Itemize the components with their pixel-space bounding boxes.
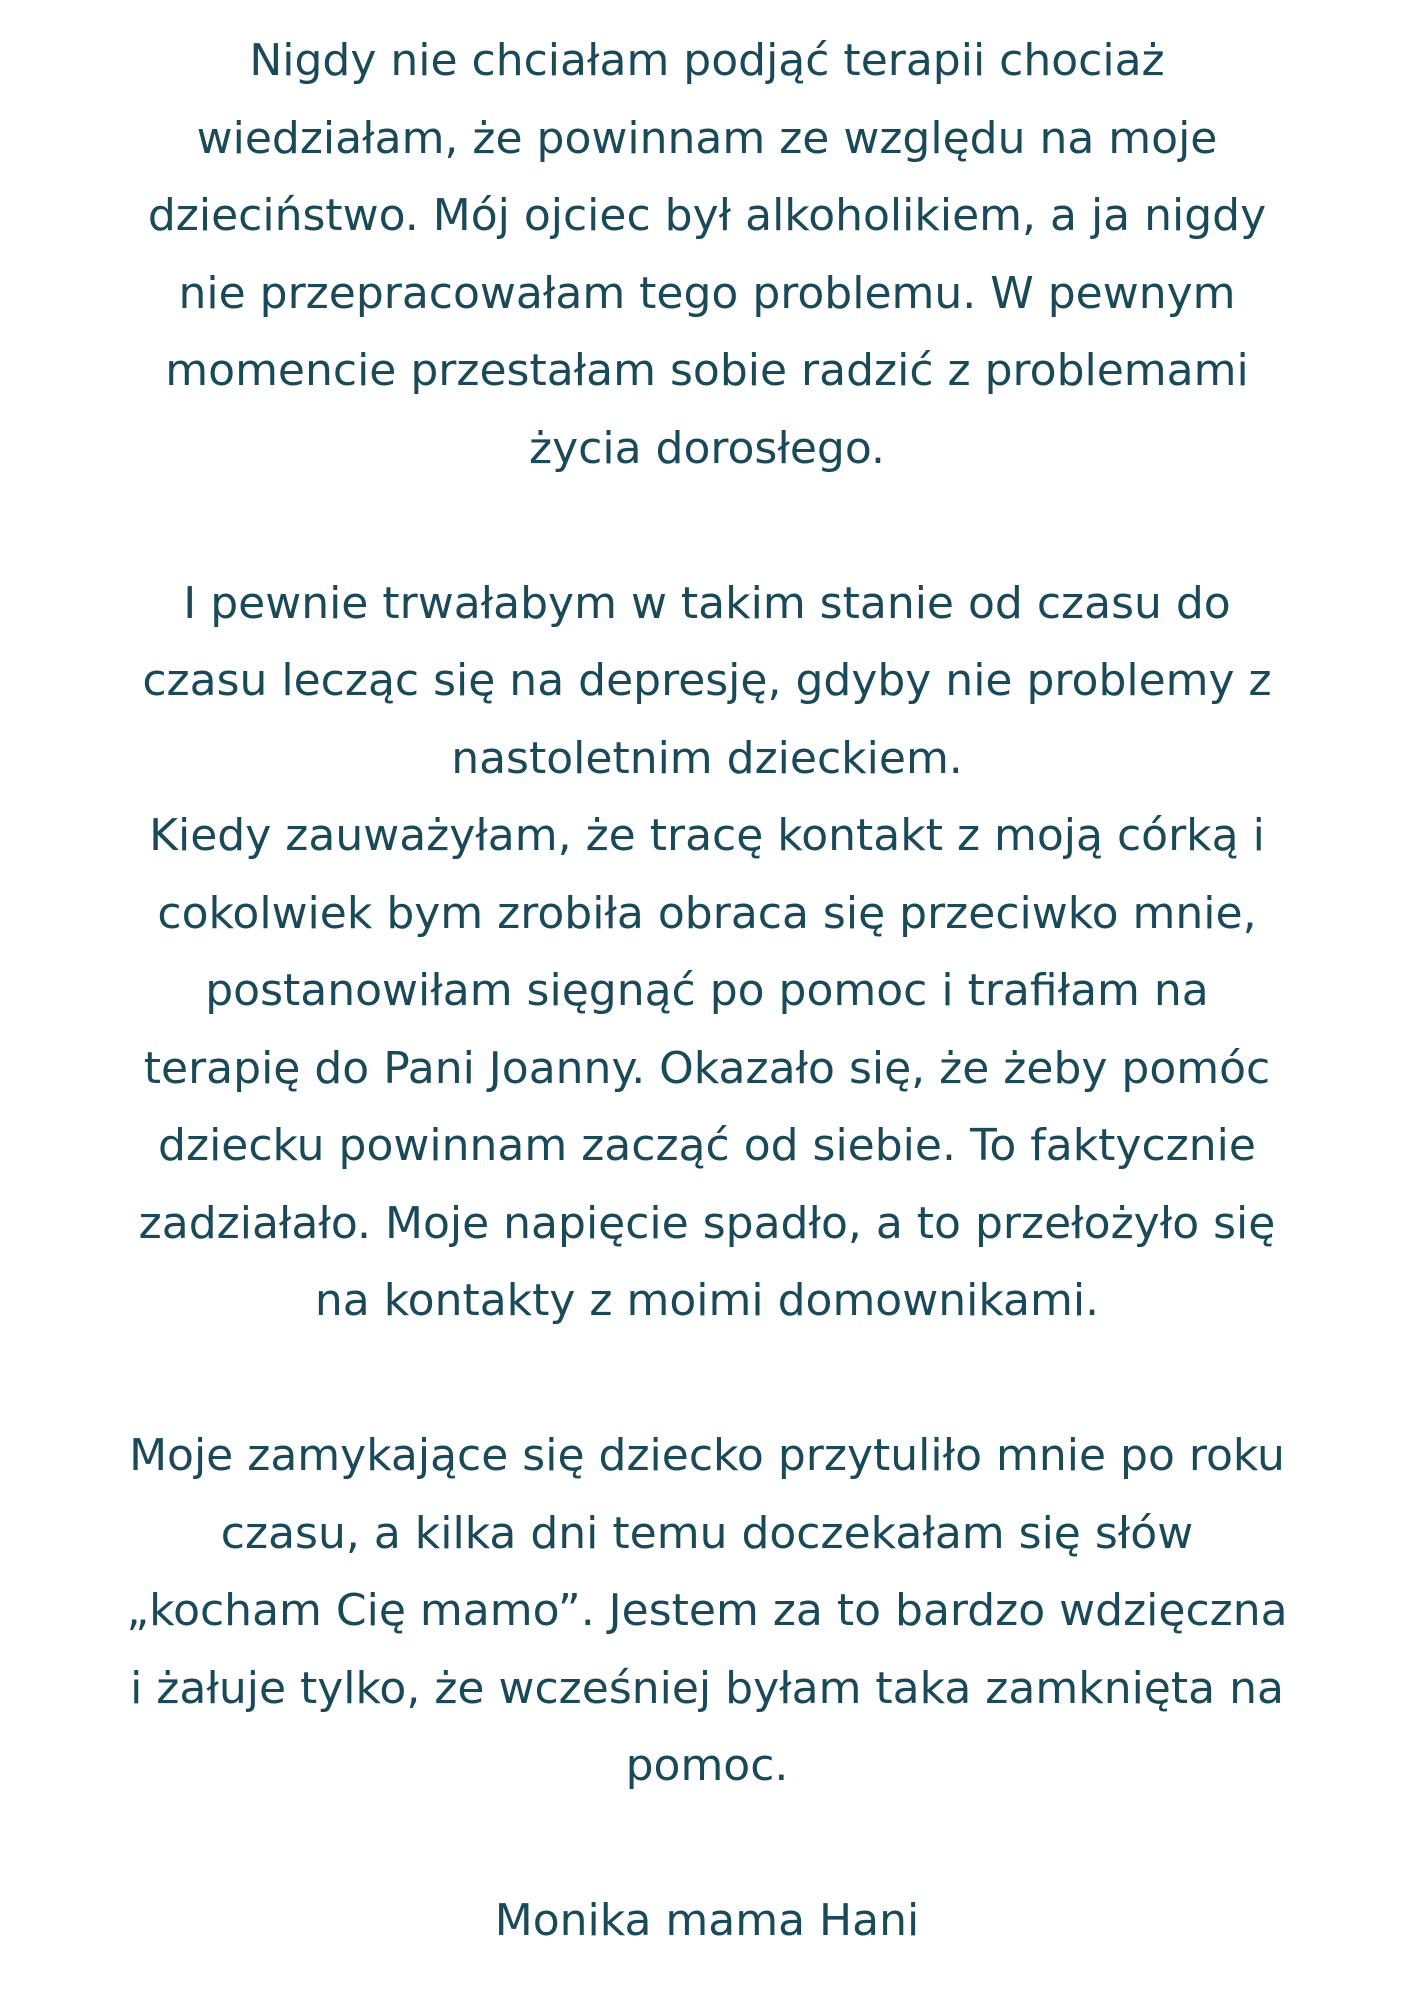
paragraph-therapy <box>40 797 1374 1340</box>
text-line: nastoletnim dzieckiem. <box>451 732 963 784</box>
paragraph-intro <box>40 22 1374 487</box>
text-line: Kiedy zauważyłam, że tracę kontakt z moją córką i <box>149 810 1265 861</box>
text-line: Moje zamykające się dziecko przytuliło mnie po roku <box>129 1430 1285 1481</box>
paragraph-depression <box>40 565 1374 798</box>
text-line: na kontakty z moimi domownikami. <box>314 1275 1100 1326</box>
text-line: momencie przestałam sobie radzić z problemami <box>165 345 1249 396</box>
text-line: I pewnie trwałabym w takim stanie od czasu do <box>183 577 1231 629</box>
text-line: wiedziałam, że powinnam ze względu na moje <box>196 112 1218 164</box>
text-line: i żałuje tylko, że wcześniej byłam taka zamknięta na <box>130 1662 1284 1714</box>
paragraph-spacer <box>40 487 1374 565</box>
paragraph-outcome <box>40 1417 1374 1805</box>
text-line: terapię do Pani Joanny. Okazało się, że żeby pomóc <box>143 1042 1271 1094</box>
text-line: zadziałało. Moje napięcie spadło, a to przełożyło się <box>138 1197 1276 1249</box>
paragraph-spacer <box>40 1340 1374 1418</box>
text-line: życia dorosłego. <box>529 422 885 474</box>
signature <box>40 1882 1374 1960</box>
text-line: pomoc. <box>625 1740 789 1791</box>
text-line: dzieciństwo. Mój ojciec był alkoholikiem, a ja nigdy <box>147 190 1267 241</box>
text-line: nie przepracowałam tego problemu. W pewnym <box>178 267 1236 319</box>
text-line: „kocham Cię mamo”. Jestem za to bardzo wdzięczna <box>126 1585 1288 1636</box>
text-line: Nigdy nie chciałam podjąć terapii chociaż <box>249 35 1165 86</box>
text-line: dziecku powinnam zacząć od siebie. To faktycznie <box>158 1120 1256 1171</box>
text-line: cokolwiek bym zrobiła obraca się przeciwko mnie, <box>157 887 1257 939</box>
text-line: czasu lecząc się na depresję, gdyby nie problemy z <box>142 655 1272 706</box>
paragraph-spacer <box>40 1805 1374 1883</box>
signature-text: Monika mama Hani <box>494 1895 920 1946</box>
text-line: postanowiłam sięgnąć po pomoc i trafiłam na <box>205 965 1209 1016</box>
text-line: czasu, a kilka dni temu doczekałam się słów <box>220 1507 1194 1559</box>
